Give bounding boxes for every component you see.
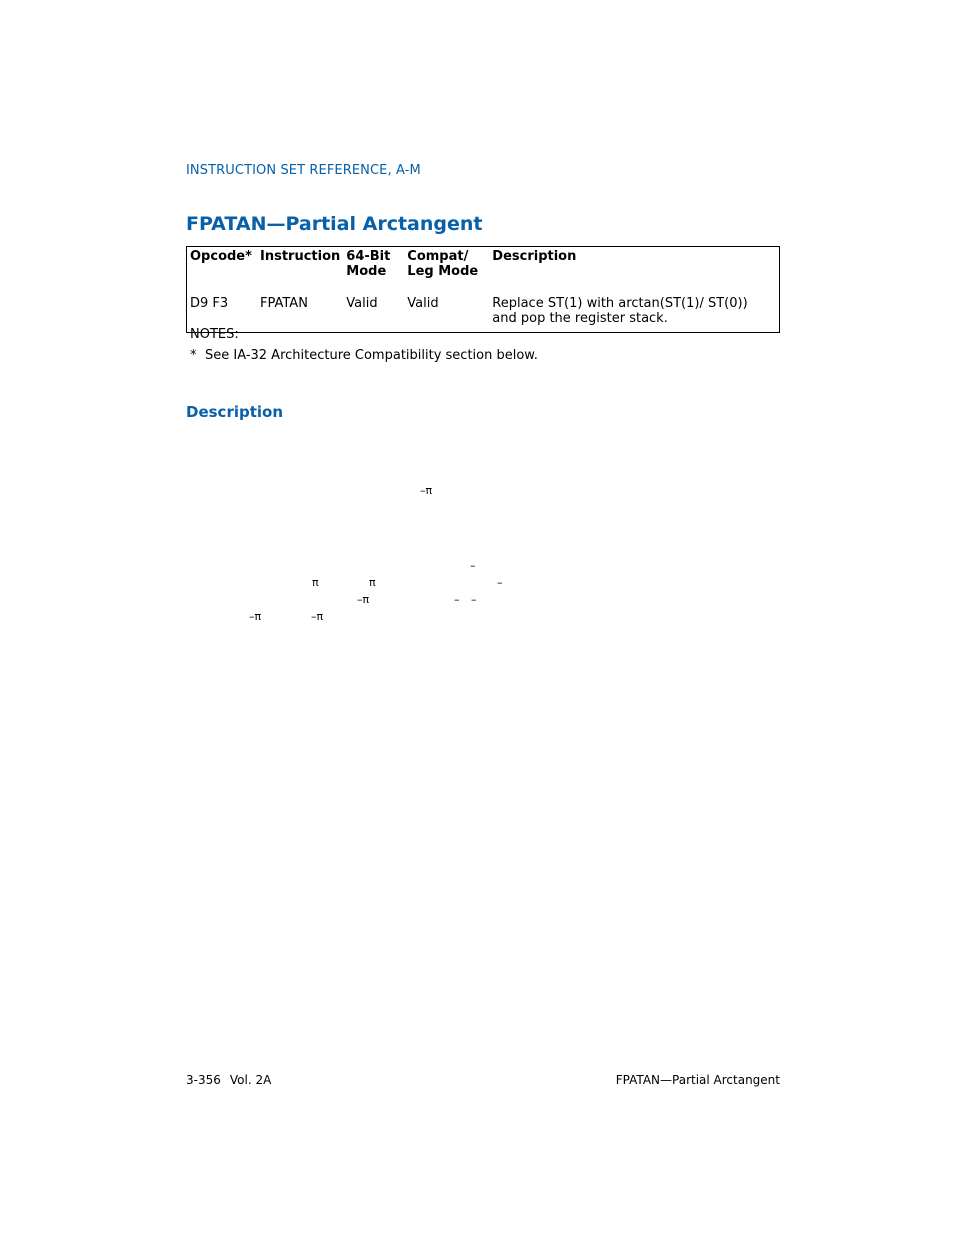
- glyph-neg-pi: –π: [357, 593, 370, 606]
- glyph-minus: –: [471, 593, 477, 606]
- running-head: INSTRUCTION SET REFERENCE, A-M: [186, 163, 421, 178]
- cell-opcode: D9 F3: [190, 296, 229, 311]
- note-item: [190, 348, 538, 363]
- footer-page-number: 3-356: [186, 1073, 221, 1087]
- col-header-64bit-mode: 64-Bit Mode: [346, 249, 391, 279]
- glyph-minus: –: [454, 593, 460, 606]
- col-header-opcode: Opcode*: [190, 249, 252, 264]
- glyph-pi: π: [369, 576, 376, 589]
- section-heading-description: Description: [186, 403, 284, 421]
- cell-description: Replace ST(1) with arctan(ST(1)/ ST(0)) and pop the register stack.: [492, 296, 748, 326]
- col-header-instruction: Instruction: [260, 249, 341, 264]
- notes-label: NOTES:: [190, 327, 239, 342]
- note-text: See IA-32 Architecture Compatibility section below.: [205, 348, 538, 363]
- glyph-neg-pi: –π: [311, 610, 324, 623]
- cell-64bit-mode: Valid: [346, 296, 378, 311]
- glyph-minus: –: [497, 576, 503, 589]
- cell-compat-mode: Valid: [407, 296, 439, 311]
- note-marker: *: [190, 348, 197, 363]
- table-header-row: [187, 247, 780, 288]
- footer-section-title: FPATAN—Partial Arctangent: [615, 1073, 780, 1087]
- opcode-table: [186, 246, 780, 333]
- cell-instruction: FPATAN: [260, 296, 308, 311]
- table-row: [187, 287, 780, 333]
- glyph-neg-pi: –π: [420, 484, 433, 497]
- glyph-neg-pi: –π: [249, 610, 262, 623]
- page-title: FPATAN—Partial Arctangent: [186, 213, 483, 235]
- col-header-description: Description: [492, 249, 577, 264]
- glyph-pi: π: [312, 576, 319, 589]
- glyph-minus: –: [470, 559, 476, 572]
- footer-volume: Vol. 2A: [229, 1073, 272, 1087]
- footer-page-info: [186, 1073, 271, 1087]
- col-header-compat-mode: Compat/ Leg Mode: [407, 249, 479, 279]
